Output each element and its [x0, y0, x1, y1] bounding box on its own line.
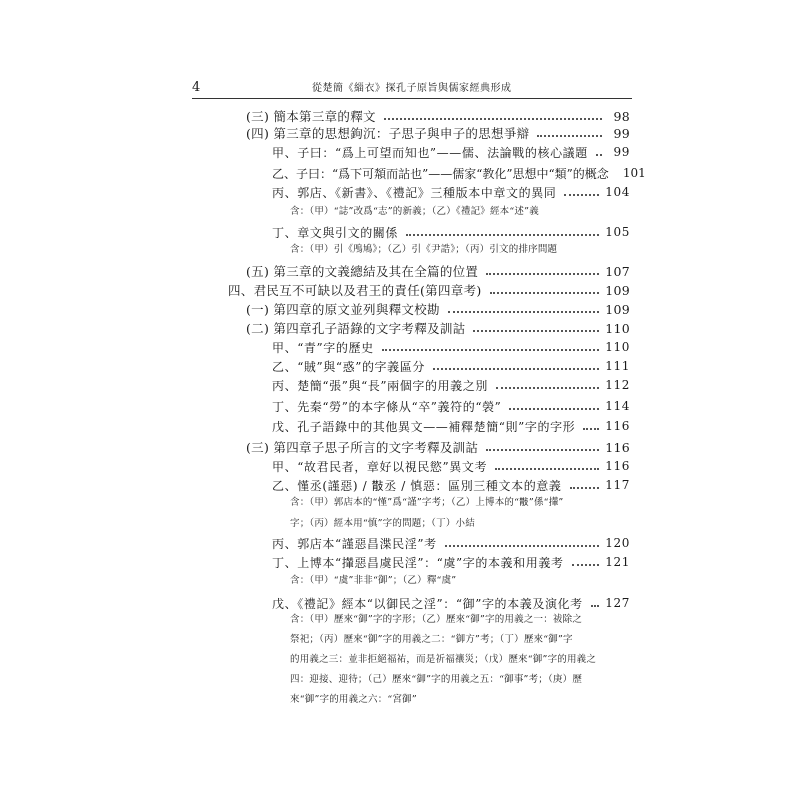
toc-entry-label: 戊、孔子語錄中的其他異文——補釋楚簡“則”字的字形	[272, 419, 576, 434]
toc-note: 來“御”字的用義之六：“宮御”	[290, 694, 417, 705]
toc-entry	[272, 456, 630, 476]
toc-entry	[272, 375, 630, 395]
toc-entry-label: 戊、《禮記》經本“以御民之淫”：“御”字的本義及演化考	[272, 596, 583, 611]
toc-entry-page: 104	[605, 185, 630, 199]
toc-entry	[272, 337, 630, 357]
running-title: 從楚簡《緇衣》探孔子原旨與儒家經典形成	[312, 83, 512, 94]
toc-note: 祭祀；（丙）歷來“御”字的用義之二：“御方”考；（丁）歷來“御”字	[290, 634, 573, 645]
toc-entry-label: (五) 第三章的文義總結及其在全篇的位置	[246, 264, 479, 279]
toc-entry-label: 丙、楚簡“張”與“長”兩個字的用義之別	[272, 378, 488, 393]
toc-entry-label: (三) 第四章子思子所言的文字考釋及訓詁	[246, 440, 479, 455]
page-number: 4	[192, 80, 201, 95]
dot-leader	[596, 154, 602, 156]
dot-leader	[448, 311, 599, 313]
dot-leader	[583, 428, 599, 430]
toc-entry	[246, 123, 630, 143]
toc-entry	[272, 416, 630, 436]
toc-entry	[272, 533, 630, 553]
toc-note: 含：（甲）“誌”改爲“志”的新義；（乙）《禮記》經本“述”義	[290, 206, 539, 217]
toc-entry	[272, 163, 646, 183]
dot-leader	[382, 349, 600, 351]
toc-entry	[246, 299, 630, 319]
toc-entry-page: 121	[605, 555, 630, 569]
dot-leader	[564, 194, 599, 196]
toc-entry	[272, 356, 630, 376]
toc-entry	[272, 142, 630, 162]
toc-entry-label: (二) 第四章孔子語錄的文字考釋及訓詁	[246, 321, 466, 336]
toc-entry	[228, 280, 630, 300]
toc-entry-page: 109	[605, 282, 630, 298]
toc-entry-label: 甲、“青”字的歷史	[272, 340, 374, 355]
toc-entry-page: 127	[605, 596, 630, 610]
toc-entry-page: 107	[605, 263, 630, 279]
dot-leader	[537, 135, 602, 137]
toc-entry-label: 乙、“賊”與“惑”的字義區分	[272, 359, 425, 374]
toc-entry	[246, 437, 630, 457]
dot-leader	[490, 292, 600, 294]
toc-entry-label: 四、君民互不可缺以及君王的責任(第四章考)	[228, 283, 482, 298]
toc-entry-label: 丙、郭店本“謹惡昌渫民淫”考	[272, 536, 437, 551]
toc-entry-label: 丙、郭店、《新書》、《禮記》三種版本中章文的異同	[272, 185, 557, 200]
dot-leader	[486, 273, 599, 275]
toc-entry-label: 丁、章文與引文的關係	[272, 225, 399, 240]
toc-entry-page: 110	[605, 320, 630, 336]
toc-entry-label: 丁、先秦“勞”的本字條从“卒”義符的“褮”	[272, 399, 502, 414]
toc-entry-page: 120	[605, 536, 630, 550]
toc-note: 含：（甲）引《鳲鳩》；（乙）引《尹誥》；（丙）引文的排序問題	[290, 244, 558, 255]
toc-entry-page: 116	[605, 459, 630, 473]
toc-entry-page: 114	[605, 399, 630, 413]
dot-leader	[509, 408, 599, 410]
dot-leader	[572, 564, 600, 566]
toc-entry-label: (一) 第四章的原文並列與釋文校勘	[246, 302, 440, 317]
toc-entry-label: 丁、上博本“攆惡昌虞民淫”：“虞”字的本義和用義考	[272, 555, 564, 570]
toc-entry	[272, 552, 630, 572]
toc-entry-label: 乙、子曰：“爲下可頮而詀也”——儒家“教化”思想中“類”的概念	[272, 166, 609, 181]
dot-leader	[496, 387, 599, 389]
dot-leader	[433, 368, 599, 370]
dot-leader	[495, 468, 599, 470]
toc-entry	[272, 396, 630, 416]
toc-entry	[272, 593, 630, 613]
toc-entry	[272, 222, 630, 242]
toc-entry-label: 乙、慬丞(謹惡) / 𢿨丞 / 慎惡：區別三種文本的意義	[272, 478, 562, 493]
dot-leader	[406, 234, 599, 236]
toc-entry-page: 99	[613, 125, 630, 141]
dot-leader	[445, 545, 600, 547]
toc-entry-page: 117	[605, 478, 630, 492]
toc-note: 四：迎接、迎待；（己）歷來“御”字的用義之五：“御事”考；（庚）歷	[290, 674, 583, 685]
dot-leader	[486, 449, 599, 451]
toc-entry-page: 98	[613, 108, 630, 124]
toc-entry-page: 109	[605, 301, 630, 317]
toc-entry	[272, 475, 630, 495]
dot-leader	[473, 330, 599, 332]
toc-note: 含：（甲）“虞”非非“御”；（乙）釋“虞”	[290, 575, 457, 586]
toc-entry-label: 甲、子曰：“爲上可望而知也”——儒、法論戰的核心議題	[272, 145, 588, 160]
toc-entry-label: (三) 簡本第三章的釋文	[246, 109, 376, 124]
toc-note: 的用義之三：並非拒絕福祐，而是祈福禳災；（戊）歷來“御”字的用義之	[290, 654, 597, 665]
toc-entry-page: 112	[605, 378, 630, 392]
toc-note: 含：（甲）歷來“御”字的字形；（乙）歷來“御”字的用義之一：祓除之	[290, 614, 583, 625]
toc-entry-page: 110	[605, 340, 630, 354]
dot-leader	[384, 118, 602, 120]
toc-entry-page: 105	[605, 225, 630, 239]
toc-entry-page: 101	[622, 166, 646, 180]
toc-entry-page: 116	[605, 439, 630, 455]
dot-leader	[570, 487, 600, 489]
toc-entry-page: 116	[605, 419, 630, 433]
toc-entry	[246, 261, 630, 281]
toc-note: 字；（丙）經本用“慎”字的問題；（丁）小結	[290, 518, 475, 529]
toc-entry-label: 甲、“故君民者，章好以視民慾”異文考	[272, 459, 488, 474]
toc-entry-page: 99	[613, 145, 630, 159]
toc-entry-label: (四) 第三章的思想鉤沉：子思子與申子的思想爭辯	[246, 126, 530, 141]
toc-note: 含：（甲）郭店本的“慬”爲“謹”字考；（乙）上博本的“𢿨”係“攆”	[290, 497, 564, 508]
toc-entry-page: 111	[605, 359, 630, 373]
toc-entry	[272, 182, 630, 202]
toc-entry	[246, 318, 630, 338]
dot-leader	[591, 605, 600, 607]
